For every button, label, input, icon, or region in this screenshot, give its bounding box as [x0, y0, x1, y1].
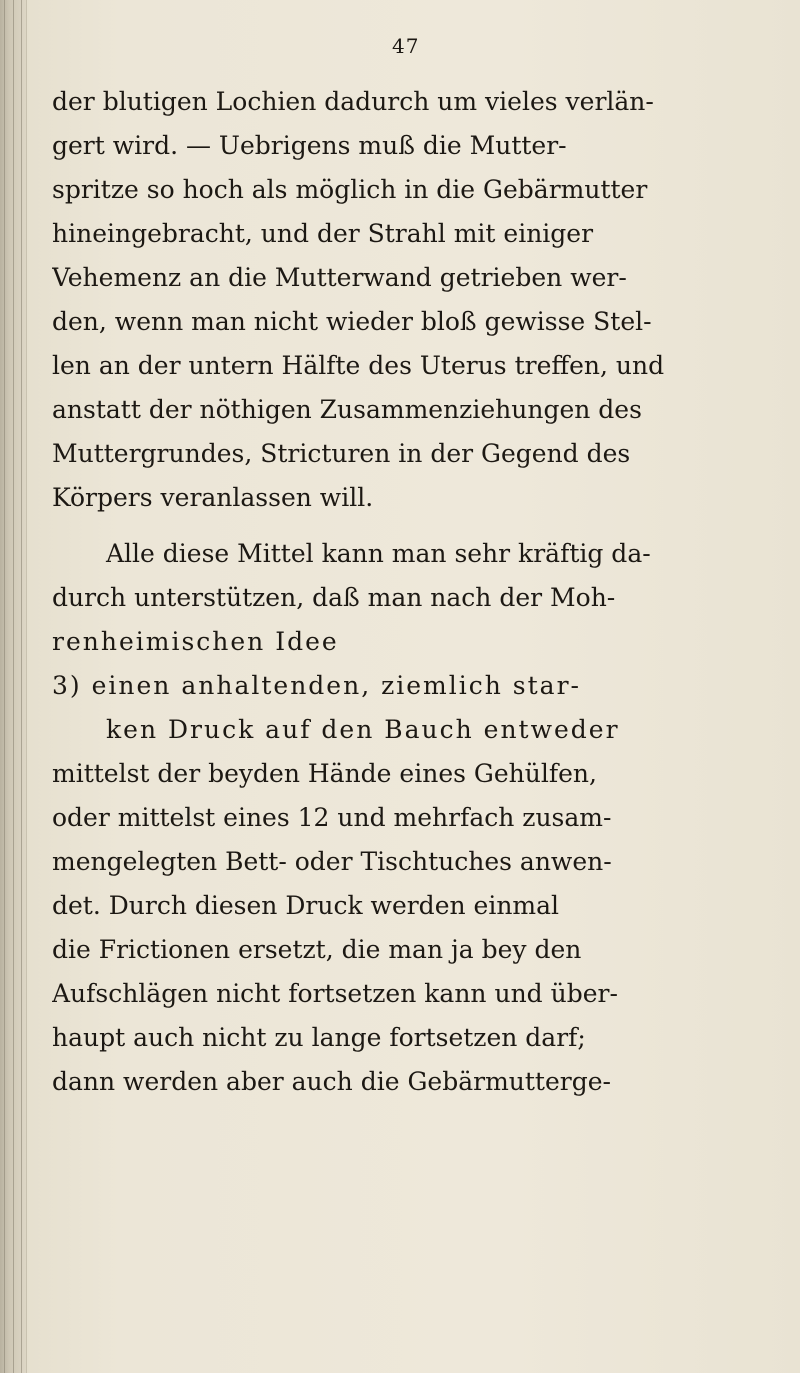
text-line: ken Druck auf den Bauch entweder	[106, 715, 620, 744]
text-line: renheimischen Idee	[52, 627, 339, 656]
page-number: 47	[392, 34, 420, 58]
page-binding	[0, 0, 27, 1373]
text-line: spritze so hoch als möglich in die Gebärmutter	[52, 175, 648, 204]
text-line: mittelst der beyden Hände eines Gehülfen,	[52, 759, 597, 788]
text-line: Vehemenz an die Mutterwand getrieben wer-	[52, 263, 627, 292]
numbered-item-line: 3) einen anhaltenden, ziemlich star-	[52, 671, 581, 700]
text-line: den, wenn man nicht wieder bloß gewisse Stel-	[52, 307, 652, 336]
paragraph-start-line: Alle diese Mittel kann man sehr kräftig da-	[106, 539, 651, 568]
binding-edge	[4, 0, 5, 1373]
text-line: oder mittelst eines 12 und mehrfach zusam-	[52, 803, 612, 832]
text-line: det. Durch diesen Druck werden einmal	[52, 891, 560, 920]
text-line: Aufschlägen nicht fortsetzen kann und über-	[52, 979, 618, 1008]
body-text	[52, 80, 772, 1104]
text-line: mengelegten Bett- oder Tischtuches anwen-	[52, 847, 612, 876]
text-line: haupt auch nicht zu lange fortsetzen darf;	[52, 1023, 586, 1052]
text-line: gert wird. — Uebrigens muß die Mutter-	[52, 131, 567, 160]
text-line: Körpers veranlassen will.	[52, 483, 374, 512]
text-line: die Frictionen ersetzt, die man ja bey den	[52, 935, 582, 964]
binding-edge	[21, 0, 22, 1373]
text-line: dann werden aber auch die Gebärmutterge-	[52, 1067, 611, 1096]
text-line: Muttergrundes, Stricturen in der Gegend des	[52, 439, 631, 468]
text-line: anstatt der nöthigen Zusammenziehungen des	[52, 395, 642, 424]
text-line: hineingebracht, und der Strahl mit einiger	[52, 219, 594, 248]
text-line: len an der untern Hälfte des Uterus treffen, und	[52, 351, 665, 380]
binding-edge	[13, 0, 14, 1373]
text-line: der blutigen Lochien dadurch um vieles verlän-	[52, 87, 654, 116]
text-line: durch unterstützen, daß man nach der Moh-	[52, 583, 616, 612]
